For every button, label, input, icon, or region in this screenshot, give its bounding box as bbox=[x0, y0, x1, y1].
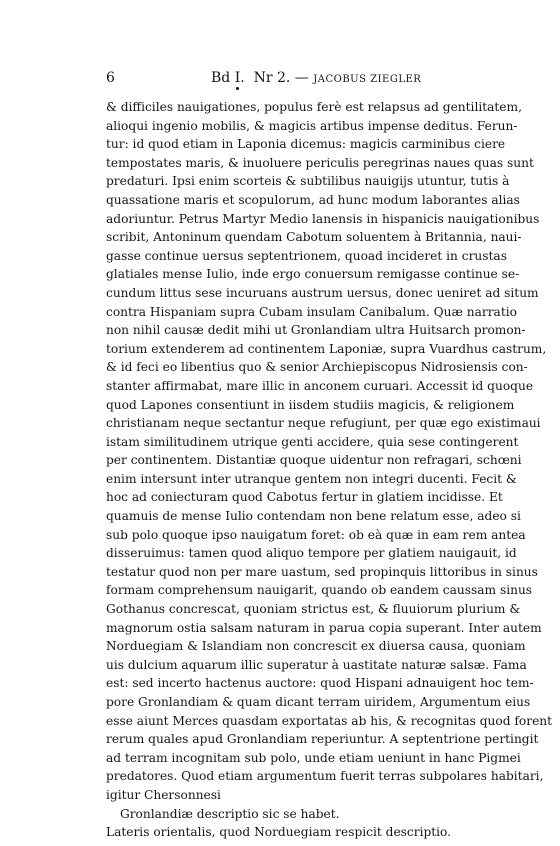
text-line: quamuis de mense Iulio contendam non bene relatum esse, adeo si bbox=[106, 509, 521, 524]
text-line: cundum littus sese incuruans austrum uersus, donec ueniret ad situm bbox=[106, 285, 539, 300]
text-line: stanter affirmabat, mare illic in anconem curuari. Accessit id quoque bbox=[106, 378, 534, 393]
text-line: adoriuntur. Petrus Martyr Medio lanensis in hispanicis nauigationibus bbox=[106, 211, 540, 226]
text-line: christianam neque sectantur neque refugiunt, per quæ ego existimaui bbox=[106, 416, 541, 431]
text-line: & id feci eo libentius quo & senior Archiepiscopus Nidrosiensis con- bbox=[106, 360, 528, 375]
text-line: uis dulcium aquarum illic superatur à uastitate naturæ salsæ. Fama bbox=[106, 657, 527, 672]
text-line: per continentem. Distantiæ quoque uidentur non refragari, schœni bbox=[106, 453, 522, 468]
print-speck bbox=[236, 87, 239, 90]
page-header bbox=[106, 70, 474, 90]
text-line: disseruimus: tamen quod aliquo tempore per glatiem nauigauit, id bbox=[106, 546, 517, 561]
text-line: glatiales mense Iulio, inde ergo conuersum remigasse continue se- bbox=[106, 267, 520, 282]
text-line: contra Hispaniam supra Cubam insulam Canibalum. Quæ narratio bbox=[106, 304, 517, 319]
header-dash: — bbox=[294, 70, 309, 86]
running-head bbox=[211, 70, 421, 86]
text-line: Norduegiam & Islandiam non concrescit ex diuersa causa, quoniam bbox=[106, 639, 526, 654]
text-line: quod Lapones consentiunt in iisdem studiis magicis, & religionem bbox=[106, 397, 515, 412]
text-line: formam comprehensum nauigarit, quando ob eandem caussam sinus bbox=[106, 583, 533, 598]
text-line: enim intersunt inter utranque gentem non integri ducenti. Fecit & bbox=[106, 471, 517, 486]
text-line: istam similitudinem utrique genti accidere, quia sese contingerent bbox=[106, 434, 519, 449]
text-line: rerum quales apud Gronlandiam reperiuntur. A septentrione pertingit bbox=[106, 732, 539, 747]
body-text bbox=[106, 98, 553, 842]
text-line: sub polo quoque ipso nauigatum foret: ob eà quæ in eam rem antea bbox=[106, 527, 526, 542]
text-line: pore Gronlandiam & quam dicant terram uiridem, Argumentum eius bbox=[106, 695, 531, 709]
text-line: testatur quod non per mare uastum, sed propinquis littoribus in sinus bbox=[106, 564, 538, 579]
text-line: quassatione maris et scopulorum, ad hunc modum laborantes alias bbox=[106, 192, 520, 207]
text-line: predaturi. Ipsi enim scorteis & subtilibus nauigijs utuntur, tutis à bbox=[106, 174, 510, 189]
text-line: ad terram incognitam sub polo, unde etiam ueniunt in hanc Pigmei bbox=[106, 750, 521, 765]
author-name: JACOBUS ZIEGLER bbox=[313, 74, 422, 85]
text-line: torium extenderem ad continentem Laponiæ, supra Vuardhus castrum, bbox=[106, 341, 547, 356]
page-number: 6 bbox=[106, 70, 115, 86]
text-line: tur: id quod etiam in Laponia dicemus: magicis carminibus ciere bbox=[106, 137, 506, 152]
text-line: gasse continue uersus septentrionem, quoad incideret in crustas bbox=[106, 248, 507, 263]
volume-label: Bd I. bbox=[211, 70, 245, 86]
text-line: tempostates maris, & inuoluere periculis peregrinas naues quas sunt bbox=[106, 155, 534, 170]
text-line: hoc ad coniecturam quod Cabotus fertur in glatiem incidisse. Et bbox=[106, 490, 503, 505]
final-line: Lateris orientalis, quod Norduegiam respicit descriptio. bbox=[106, 825, 452, 840]
text-line: alioqui ingenio mobilis, & magicis artibus impense deditus. Ferun- bbox=[106, 118, 518, 133]
text-line: non nihil causæ dedit mihi ut Gronlandiam ultra Huitsarch promon- bbox=[106, 323, 526, 338]
text-line: predatores. Quod etiam argumentum fuerit terras subpolares habitari, bbox=[106, 769, 544, 784]
text-line: & difficiles nauigationes, populus ferè est relapsus ad gentilitatem, bbox=[106, 100, 522, 114]
text-line: Gothanus concrescat, quoniam strictus est, & fluuiorum plurium & bbox=[106, 602, 521, 617]
text-line: igitur Chersonnesi bbox=[106, 787, 221, 802]
text-line: magnorum ostia salsam naturam in parua copia superant. Inter autem bbox=[106, 620, 542, 635]
issue-number: Nr 2. bbox=[253, 70, 291, 86]
section-heading: Gronlandiæ descriptio sic se habet. bbox=[120, 806, 340, 821]
text-line: esse aiunt Merces quasdam exportatas ab his, & recognitas quod forent bbox=[106, 713, 553, 728]
text-line: scribit, Antoninum quendam Cabotum soluentem à Britannia, naui- bbox=[106, 230, 522, 245]
text-line: est: sed incerto hactenus auctore: quod Hispani adnauigent hoc tem- bbox=[106, 676, 534, 691]
